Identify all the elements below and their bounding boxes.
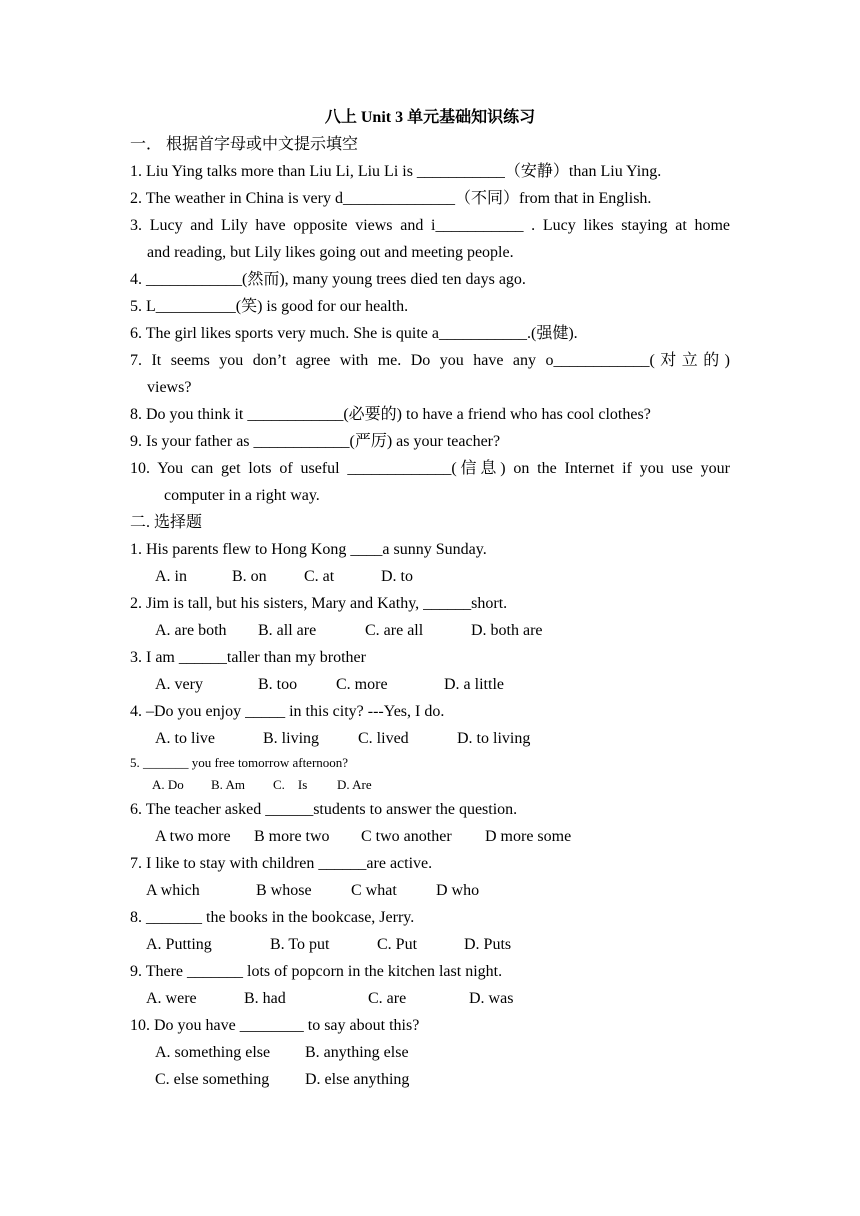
mc-question-2: 2. Jim is tall, but his sisters, Mary and Kathy, ______short. xyxy=(130,595,508,612)
option-a: A. are both xyxy=(155,622,227,639)
option-c: C. else something xyxy=(155,1071,270,1088)
option-a: A two more xyxy=(155,828,231,845)
mc-question-3: 3. I am ______taller than my brother xyxy=(130,649,366,666)
mc-question-7: 7. I like to stay with children ______are active. xyxy=(130,855,433,872)
mc-options-2 xyxy=(130,617,730,644)
option-b: B. anything else xyxy=(305,1044,409,1061)
option-a: A. to live xyxy=(155,730,215,747)
mc-options-8 xyxy=(130,931,730,958)
option-c: C. more xyxy=(336,676,388,693)
fill-question-3: 3. Lucy and Lily have opposite views and i___________ . Lucy likes staying at home xyxy=(130,217,730,234)
section-multiple-choice xyxy=(130,509,730,1093)
option-b: B. Am xyxy=(211,777,245,792)
fill-question-7: 7. It seems you don’t agree with me. Do you have any o____________(对立的) xyxy=(130,352,730,369)
option-b: B. too xyxy=(258,676,298,693)
fill-question-9: 9. Is your father as ____________(严厉) as your teacher? xyxy=(130,433,501,450)
mc-question-4: 4. –Do you enjoy _____ in this city? ---Yes, I do. xyxy=(130,703,445,720)
option-b: B. had xyxy=(244,990,286,1007)
option-a: A. something else xyxy=(155,1044,271,1061)
option-a: A. were xyxy=(146,990,197,1007)
worksheet-page xyxy=(130,104,730,1093)
mc-options-6 xyxy=(130,823,730,850)
option-c: C. at xyxy=(304,568,335,585)
option-d: D. was xyxy=(469,990,514,1007)
option-c: C. are xyxy=(368,990,407,1007)
option-a: A. in xyxy=(155,568,187,585)
option-d: D. to living xyxy=(457,730,531,747)
option-c: C. Is xyxy=(273,777,308,792)
fill-question-7-cont: views? xyxy=(147,379,192,396)
option-c: C. Put xyxy=(377,936,418,953)
option-b: B whose xyxy=(256,882,312,899)
mc-question-9: 9. There _______ lots of popcorn in the kitchen last night. xyxy=(130,963,503,980)
page-title: 八上 Unit 3 单元基础知识练习 xyxy=(324,109,536,126)
mc-question-6: 6. The teacher asked ______students to answer the question. xyxy=(130,801,518,818)
option-a: A. very xyxy=(155,676,203,693)
fill-question-3-cont: and reading, but Lily likes going out and meeting people. xyxy=(147,244,514,261)
option-d: D who xyxy=(436,882,480,899)
mc-options-5 xyxy=(130,774,730,796)
mc-question-5: 5. _______ you free tomorrow afternoon? xyxy=(130,755,349,770)
fill-question-1: 1. Liu Ying talks more than Liu Li, Liu Li is ___________（安静）than Liu Ying. xyxy=(130,163,662,180)
mc-options-10a xyxy=(130,1039,730,1066)
option-a: A. Do xyxy=(152,777,184,792)
mc-options-10b xyxy=(130,1066,730,1093)
option-d: D. Puts xyxy=(464,936,512,953)
fill-question-8: 8. Do you think it ____________(必要的) to have a friend who has cool clothes? xyxy=(130,406,651,423)
option-d: D. else anything xyxy=(305,1071,410,1088)
fill-question-5: 5. L__________(笑) is good for our health. xyxy=(130,298,409,315)
option-d: D. both are xyxy=(471,622,543,639)
mc-options-7 xyxy=(130,877,730,904)
option-b: B. living xyxy=(263,730,320,747)
mc-options-3 xyxy=(130,671,730,698)
section-fill-in xyxy=(130,131,730,509)
option-b: B. all are xyxy=(258,622,317,639)
option-d: D more some xyxy=(485,828,572,845)
fill-question-2: 2. The weather in China is very d______________（不同）from that in English. xyxy=(130,190,652,207)
option-c: C what xyxy=(351,882,397,899)
fill-question-4: 4. ____________(然而), many young trees died ten days ago. xyxy=(130,271,526,288)
mc-options-1 xyxy=(130,563,730,590)
option-d: D. a little xyxy=(444,676,504,693)
option-c: C. lived xyxy=(358,730,409,747)
option-c: C two another xyxy=(361,828,452,845)
fill-question-10: 10. You can get lots of useful _____________(信息) on the Internet if you use your xyxy=(130,460,730,477)
section-heading: 一． 根据首字母或中文提示填空 xyxy=(130,136,359,153)
option-d: D. Are xyxy=(337,777,372,792)
section-heading: 二. 选择题 xyxy=(130,514,203,531)
option-d: D. to xyxy=(381,568,413,585)
option-b: B more two xyxy=(254,828,330,845)
mc-question-10: 10. Do you have ________ to say about this? xyxy=(130,1017,420,1034)
mc-options-4 xyxy=(130,725,730,752)
option-b: B. on xyxy=(232,568,267,585)
fill-question-6: 6. The girl likes sports very much. She is quite a___________.(强健). xyxy=(130,325,578,342)
option-c: C. are all xyxy=(365,622,424,639)
mc-question-8: 8. _______ the books in the bookcase, Jerry. xyxy=(130,909,415,926)
fill-question-10-cont: computer in a right way. xyxy=(164,487,320,504)
mc-question-1: 1. His parents flew to Hong Kong ____a sunny Sunday. xyxy=(130,541,487,558)
option-a: A which xyxy=(146,882,200,899)
mc-options-9 xyxy=(130,985,730,1012)
option-b: B. To put xyxy=(270,936,330,953)
option-a: A. Putting xyxy=(146,936,212,953)
